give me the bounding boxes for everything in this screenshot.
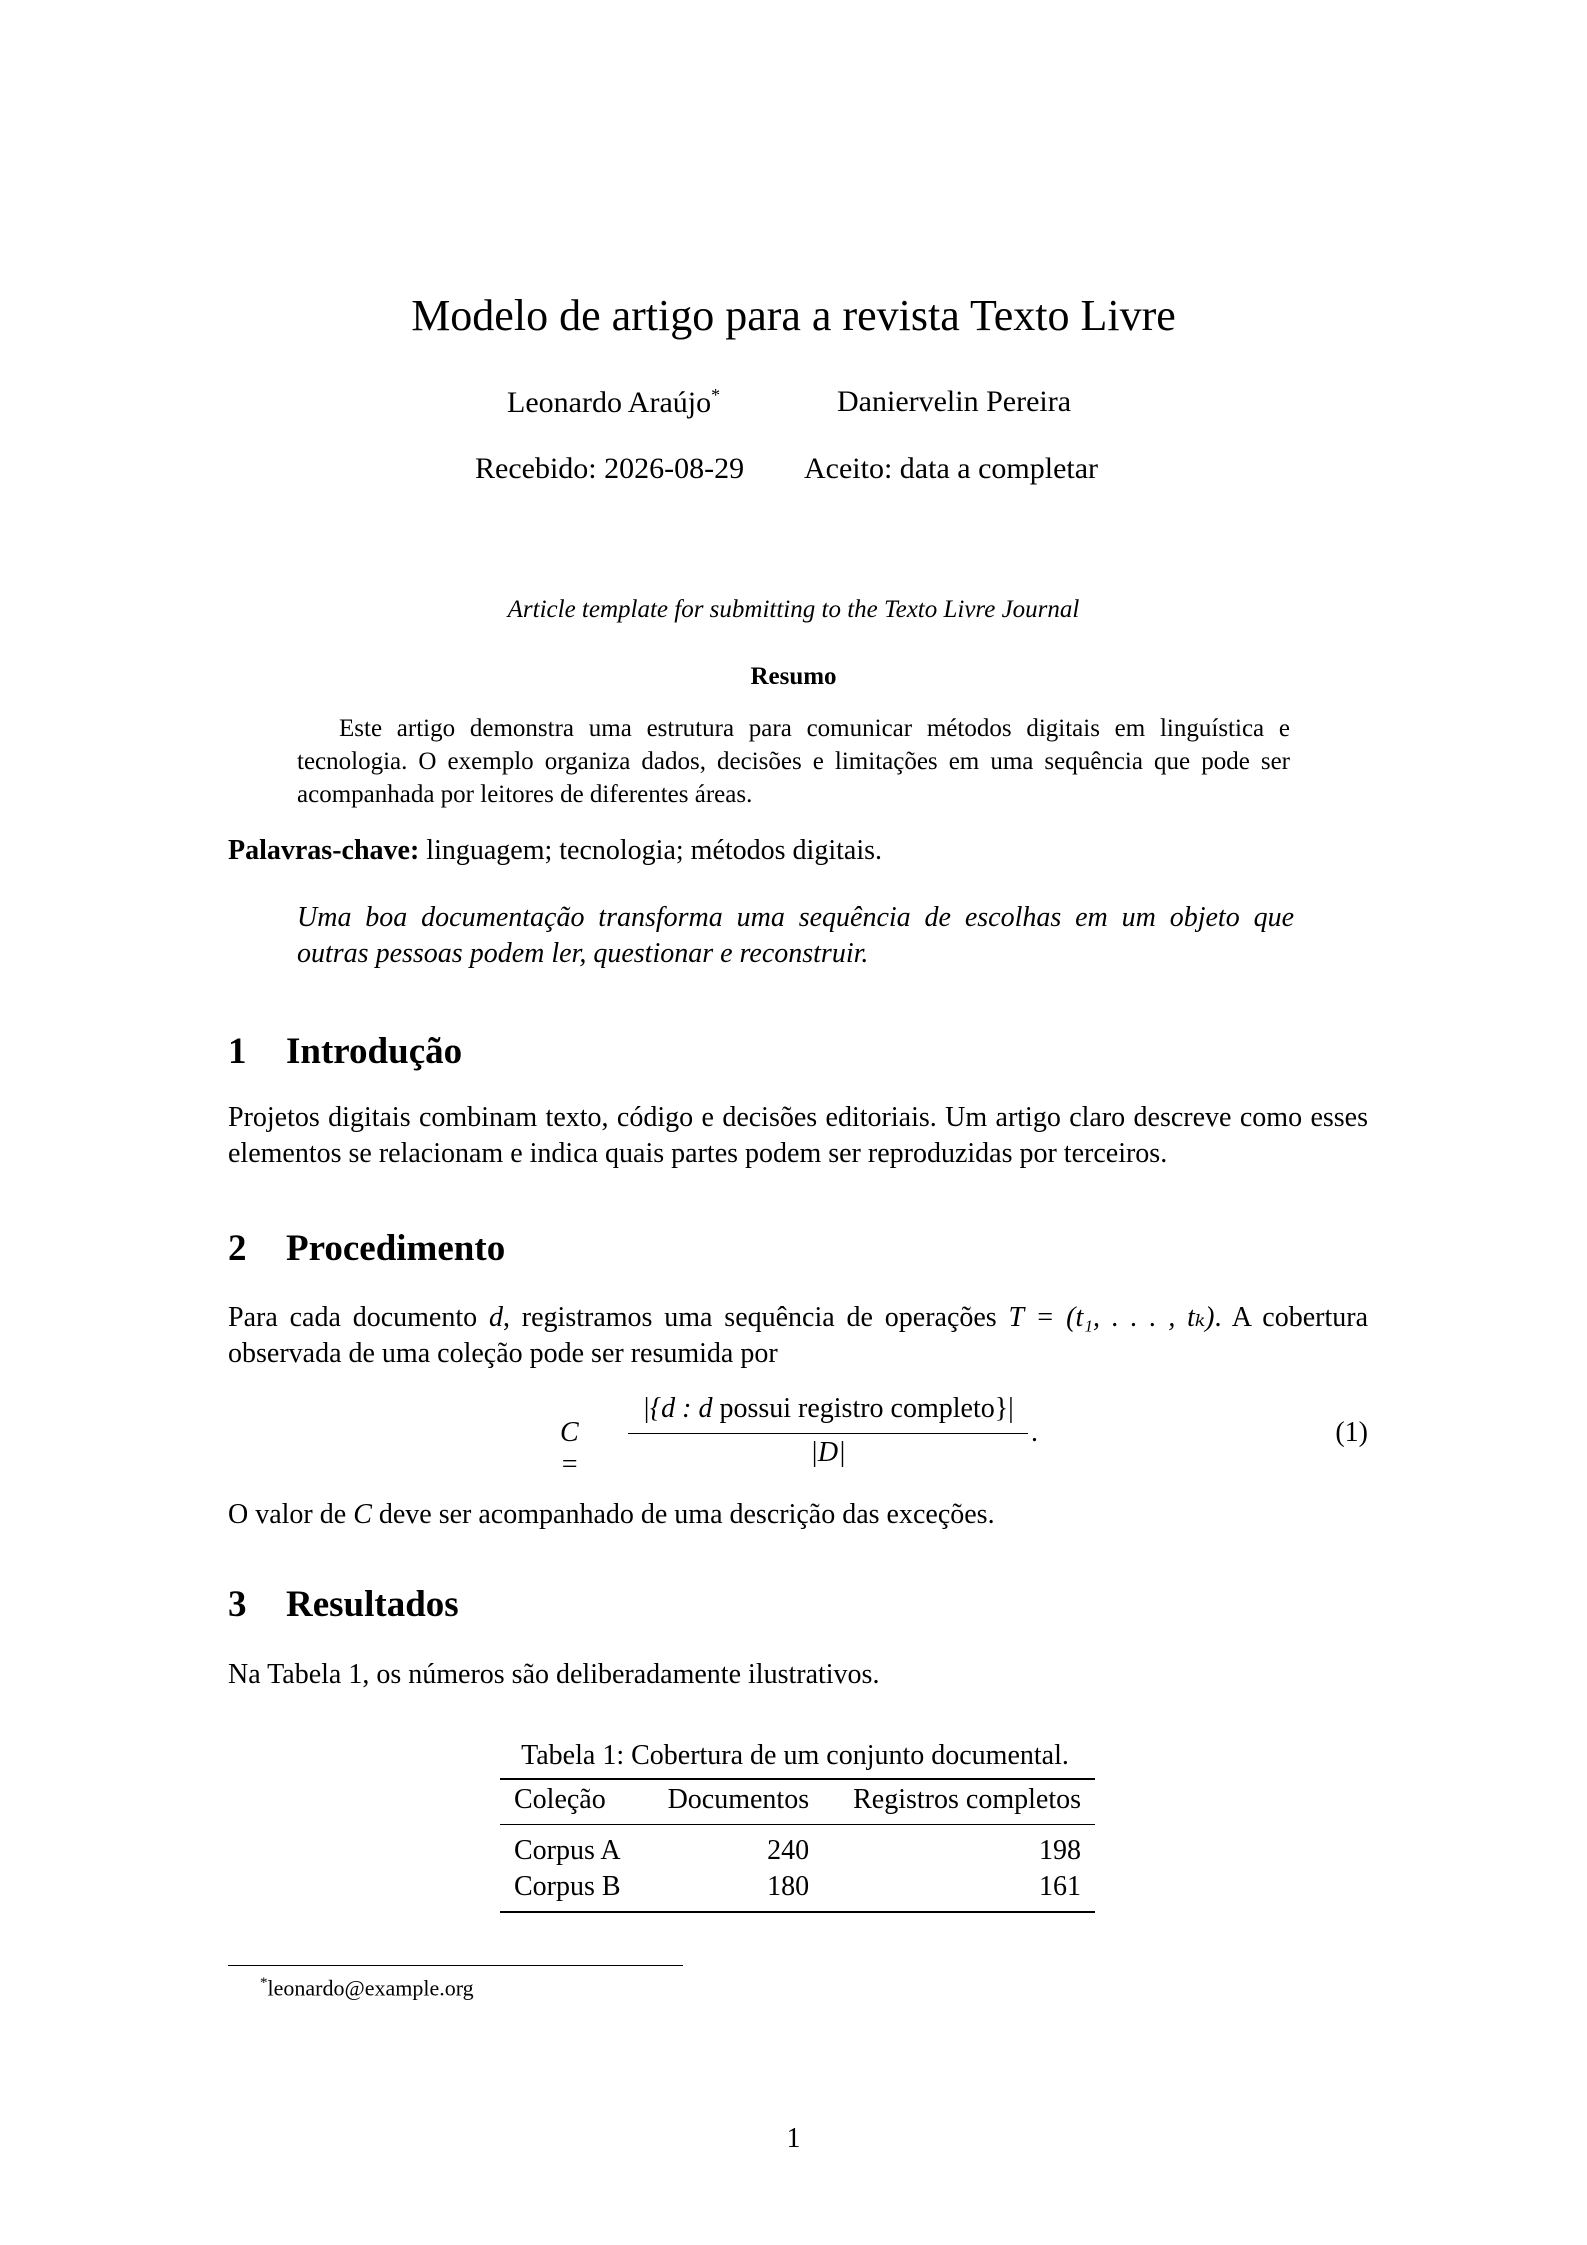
- table-header: Documentos: [643, 1779, 823, 1825]
- table-header: Coleção: [500, 1779, 643, 1825]
- section-text-introducao: Projetos digitais combinam texto, código e decisões editoriais. Um artigo claro descreve como esses elementos se relacionam e indica quais partes podem ser reproduzidas por terceiros.: [228, 1102, 1368, 1169]
- section-text-procedimento: Para cada documento d, registramos uma sequência de operações T = (t₁, . . . , tₖ). A cobertura observada de uma coleção pode ser resumida por: [228, 1302, 1369, 1369]
- table-cell: 161: [823, 1869, 1095, 1912]
- author-2: Daniervelin Pereira: [837, 385, 1072, 418]
- table-cell: 180: [643, 1869, 823, 1912]
- table-header: Registros completos: [823, 1779, 1095, 1825]
- equation-numerator: |{d : d possui registro completo}|: [642, 1393, 1014, 1424]
- equation-followup-text: O valor de C deve ser acompanhado de uma descrição das exceções.: [228, 1499, 995, 1530]
- table-cell: Corpus A: [514, 1835, 621, 1866]
- keywords-value: linguagem; tecnologia; métodos digitais.: [426, 835, 882, 866]
- table-caption: Tabela 1: Cobertura de um conjunto documental.: [521, 1740, 1069, 1771]
- fraction-bar: [628, 1433, 1028, 1434]
- footnote: *leonardo@example.org: [260, 1975, 474, 2001]
- table-cell: 198: [1039, 1835, 1081, 1866]
- epigraph: Uma boa documentação transforma uma sequência de escolhas em um objeto que outras pessoas podem ler, questionar e reconstruir.: [297, 902, 1294, 969]
- accepted-date: Aceito: data a completar: [804, 452, 1099, 485]
- table-cell: Corpus B: [500, 1869, 643, 1912]
- keywords: [228, 835, 1368, 867]
- section-heading-procedimento: 2 Procedimento: [228, 1228, 506, 1269]
- equation-1: C = |{d : d possui registro completo}| |D| . (1): [560, 1393, 1368, 1480]
- table-row: [500, 1869, 1095, 1912]
- page-number: 1: [786, 2123, 801, 2154]
- keywords-label: Palavras-chave:: [228, 835, 420, 866]
- table-cell: 240: [767, 1835, 810, 1866]
- section-heading-introducao: 1 Introdução: [228, 1031, 463, 1072]
- equation-number: (1): [1335, 1417, 1368, 1448]
- author-1: Leonardo Araújo*: [507, 385, 721, 419]
- paper-title: Modelo de artigo para a revista Texto Livre: [411, 291, 1176, 340]
- table-header-row: [500, 1779, 1095, 1825]
- abstract-heading: Resumo: [750, 663, 837, 690]
- footnote-rule: [228, 1965, 683, 1966]
- received-date: Recebido: 2026-08-29: [475, 452, 745, 485]
- table-row: [500, 1825, 1095, 1870]
- results-table: [500, 1778, 1095, 1913]
- equation-lhs: C =: [560, 1417, 579, 1480]
- equation-denominator: |D|: [810, 1437, 846, 1468]
- english-title: Article template for submitting to the Texto Livre Journal: [507, 596, 1080, 623]
- section-heading-resultados: 3 Resultados: [228, 1584, 459, 1625]
- section-text-resultados: Na Tabela 1, os números são deliberadamente ilustrativos.: [228, 1659, 880, 1690]
- abstract-text: Este artigo demonstra uma estrutura para comunicar métodos digitais em linguística e tecnologia. O exemplo organiza dados, decisões e limitações em uma sequência que pode ser acompanhada por leitores de diferentes áreas.: [297, 715, 1290, 808]
